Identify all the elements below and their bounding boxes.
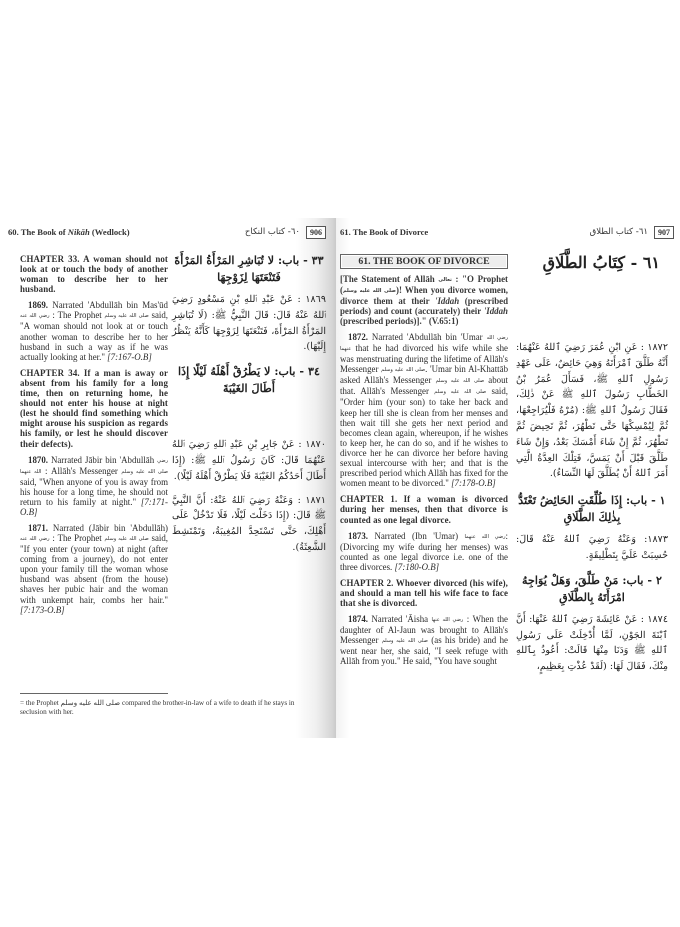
hadith-reference: [7:178-O.B]: [451, 478, 496, 489]
running-head-arabic-group: [590, 226, 674, 239]
hadith-text: said, "When anyone of you is away from his house for a long time, he should not return to his family at night.": [20, 476, 168, 507]
left-page: [0, 218, 336, 738]
honorific: صلى الله عليه وسلم: [435, 378, 485, 385]
hadith-paragraph: [340, 531, 508, 572]
hadith-text: : Allāh's Messenger: [41, 465, 122, 476]
arabic-hadith: ١٨٧٢ : عَنِ ابْنِ عُمَرَ رَضِيَ ٱللهُ عَنْهُمَا: أَنَّهُ طَلَّقَ ٱمْرَأَتَهُ وَهِيَ حَائِضٌ، عَلَى عَهْدِ رَسُولِ ٱللهِ ﷺ، فَسَأَلَ عُمَرُ بْنُ الخَطَّابِ رَسُولَ ٱللهِ ﷺ عَنْ ذٰلِكَ، فَقَالَ رَسُولُ ٱللهِ ﷺ: (مُرْهُ فَلْيُرَاجِعْهَا، ثُمَّ لِيُمْسِكْهَا حَتَّى تَطْهُرَ، ثُمَّ تَحِيضَ ثُمَّ تَطْهُرَ، ثُمَّ إِنْ شَاءَ أَمْسَكَ بَعْدُ، وَإِنْ شَاءَ طَلَّقَ قَبْلَ أَنْ يَمَسَّ، فَتِلْكَ العِدَّةُ الَّتِي أَمَرَ ٱللهُ أَنْ يُطَلَّقَ لَهَا النِّسَاءُ).: [516, 342, 668, 480]
hadith-reference: [7:167-O.B]: [107, 351, 152, 362]
running-head-left: [8, 224, 326, 240]
arabic-hadith: ١٨٧٤ : عَنْ عَائِشَةَ رَضِيَ ٱللهُ عَنْهَا: أَنَّ ٱبْنَةَ الجَوْنِ، لَمَّا أُدْخِلَتْ عَلَى رَسُولِ ٱللهِ ﷺ وَدَنَا مِنْهَا قَالَتْ: أَعُوذُ بِٱللهِ مِنْكَ، فَقَالَ لَهَا: (لَقَدْ عُذْتِ بِعَظِيمٍ،: [516, 613, 668, 673]
honorific: رضي الله عنها: [431, 617, 464, 624]
hadith-text: : The Prophet: [49, 533, 105, 544]
chapter-heading: CHAPTER 33. A woman should not look at or touch the body of another woman to describe her to her husband.: [20, 254, 168, 295]
running-head-arabic: ٦٠- كتاب النكاح: [244, 227, 300, 237]
hadith-text: said, "Order him (your son) to take her back and keep her till she is clean from her menses and then wait till she gets her next period and becomes clean again, whereupon, if he wishes to keep her, he can do so, and if he wishes to divorce her he can divorce her before having sexual intercourse with her; and that is the prescribed period which Allāh has fixed for the women meant to be divorced.": [340, 386, 509, 489]
footnote-divider: [20, 693, 168, 694]
running-head-title: [8, 227, 130, 237]
right-page: [336, 218, 680, 738]
hadith-text: said, "If you enter (your town) at night (after coming from a journey), do not enter upon your family till the woman whose husband was absent (from the house) shaves her pubic hair and the woman with unkempt hair, combs her hair.": [20, 533, 169, 605]
honorific: رضي الله عنهما: [464, 533, 506, 540]
quran-intro: [340, 274, 508, 326]
intro-term: 'Iddah: [435, 296, 460, 307]
running-head-title-italic: Nikāh: [67, 227, 90, 237]
arabic-hadith: ١٨٦٩ : عَنْ عَبْدِ ٱللهِ بْنِ مَسْعُودٍ رَضِيَ ٱللهُ عَنْهُ قَالَ: قَالَ النَّبِيُّ ﷺ: (لَا تُبَاشِرِ المَرْأَةُ المَرْأَةَ، فَتَنْعَتَهَا لِزَوْجِهَا كَأَنَّهُ يَنْظُرُ إِلَيْهَا).: [172, 294, 326, 353]
hadith-text: said, "A woman should not look at or touch another woman to describe her to her husband in such a way as if he was actually looking at her.": [20, 310, 169, 362]
arabic-column: [172, 252, 326, 564]
honorific: رضي الله عنهما: [340, 335, 508, 353]
arabic-hadith: ١٨٧٠ : عَنْ جَابِرِ بْنِ عَبْدِ ٱللهِ رَضِيَ ٱللهُ عَنْهُمَا قَالَ: كَانَ رَسُولُ ٱللهِ ﷺ: (إِذَا أَطَالَ أَحَدُكُمُ الغَيْبَةَ فَلَا يَطْرُقْ أَهْلَهُ لَيْلًا).: [172, 439, 326, 482]
honorific: رضي الله عنهما: [20, 457, 168, 475]
hadith-number: 1874.: [348, 614, 368, 625]
running-head-title-suffix: (Wedlock): [89, 227, 130, 237]
english-column: [20, 254, 168, 621]
arabic-chapter-heading: ٢ - باب: مَنْ طَلَّقَ، وَهَلْ يُوَاجِهُ امْرَأَتَهُ بِالطَّلَاقِ: [522, 572, 662, 604]
arabic-hadith: ١٨٧١ : وَعَنْهُ رَضِيَ ٱللهُ عَنْهُ: أَنَّ النَّبِيَّ ﷺ قَالَ: (إِذَا دَخَلْتَ لَيْلًا، فَلَا تَدْخُلْ عَلَى أَهْلِكَ، حَتَّى تَسْتَحِدَّ المُغِيبَةُ، وَتَمْتَشِطَ الشَّعِثَةُ).: [172, 494, 326, 553]
arabic-book-title: ٦١ - كِتَابُ الطَّلَاقِ: [542, 253, 660, 272]
arabic-chapter-heading: ٣٣ - باب: لا تُبَاشِرِ المَرْأَةُ المَرْأَةَ فَتَنْعَتَهَا لِزَوْجِهَا: [174, 253, 324, 284]
english-column: [340, 254, 508, 672]
honorific: رضي الله عنه: [20, 535, 50, 542]
hadith-text: Narrated 'Āisha: [367, 614, 432, 625]
running-head-right: [340, 224, 674, 240]
hadith-text: about that. Allāh's Messenger: [340, 375, 509, 397]
intro-text: [The Statement of Allāh: [340, 274, 439, 285]
hadith-text: Narrated (Jābir bin 'Abdullāh): [47, 522, 168, 533]
arabic-hadith: ١٨٧٣: وَعَنْهُ رَضِيَ ٱللهُ عَنْهُ قَالَ: حُسِبَتْ عَلَيَّ بِتَطْلِيقَةٍ.: [516, 534, 668, 561]
hadith-number: 1872.: [348, 332, 368, 343]
hadith-reference: [7:171-O.B]: [20, 496, 168, 517]
intro-text: (prescribed periods)]." (V.65:1): [340, 316, 459, 327]
hadith-reference: [7:180-O.B]: [394, 561, 440, 572]
footnote: = the Prophet صلى الله عليه وسلم compared the brother-in-law of a wife to death if he stays in seclusion with her.: [20, 699, 295, 716]
hadith-text: : (Divorcing my wife during her menses) was counted as one legal divorce i.e. one of the three divorces.: [340, 530, 508, 572]
chapter-heading: CHAPTER 2. Whoever divorced (his wife), and should a man tell his wife face to face that she is divorced.: [340, 577, 508, 609]
honorific: صلى الله عليه وسلم: [434, 389, 487, 396]
hadith-paragraph: [20, 523, 168, 615]
page-number: 907: [654, 226, 674, 239]
hadith-text: . 'Umar bin Al-Khattāb asked Allāh's Messenger: [340, 364, 509, 386]
chapter-heading: CHAPTER 34. If a man is away or absent from his family for a long time, then on returning home, he should not enter his house at night (lest he should find something which might arouse his suspicion as regards his family, or lest he should discover their defects).: [20, 367, 168, 449]
hadith-text: Narrated (Ibn 'Umar): [367, 530, 465, 541]
honorific: رضي الله عنه: [20, 313, 50, 320]
hadith-reference: [7:173-O.B]: [20, 604, 65, 615]
honorific: صلى الله عليه وسلم: [342, 288, 397, 294]
hadith-text: that he had divorced his wife while she was menstruating during the lifetime of Allāh's Messenger: [340, 343, 508, 375]
hadith-number: 1869.: [28, 300, 48, 311]
hadith-paragraph: [20, 455, 168, 517]
intro-text: )! When you divorce women, divorce them at their: [340, 285, 509, 307]
hadith-paragraph: [340, 332, 508, 488]
running-head-arabic-group: [245, 226, 326, 239]
running-head-title-prefix: 60. The Book of: [8, 227, 68, 237]
running-head-arabic: ٦١- كتاب الطلاق: [589, 227, 648, 237]
honorific: تعالى: [438, 277, 452, 283]
hadith-paragraph: [20, 300, 168, 361]
honorific: صلى الله عليه وسلم: [381, 638, 428, 645]
chapter-heading: CHAPTER 1. If a woman is divorced during her menses, then that divorce is counted as one legal divorce.: [340, 494, 508, 525]
hadith-text: Narrated Jābir bin 'Abdullāh: [47, 454, 158, 465]
hadith-text: (as his bride) and he went near her, she said, "I seek refuge with Allāh from you." He said, "You have sought: [340, 635, 508, 667]
book-title-box: 61. THE BOOK OF DIVORCE: [340, 254, 508, 269]
honorific: صلى الله عليه وسلم: [381, 367, 426, 374]
hadith-text: Narrated 'Abdullāh bin 'Umar: [367, 332, 487, 343]
hadith-number: 1870.: [28, 454, 48, 465]
hadith-text: Narrated 'Abdullāh bin Mas'ūd: [47, 300, 168, 311]
hadith-number: 1873.: [348, 530, 368, 541]
hadith-text: : The Prophet: [49, 310, 105, 321]
hadith-paragraph: [340, 614, 508, 666]
hadith-number: 1871.: [28, 522, 48, 533]
running-head-title: 61. The Book of Divorce: [340, 227, 429, 237]
intro-text: (prescribed periods) and count (accurately) their: [340, 296, 509, 317]
intro-text: : "O Prophet (: [340, 274, 508, 296]
hadith-text: : When the daughter of Al-Jaun was brought to Allāh's Messenger: [340, 614, 508, 646]
intro-term: 'Iddah: [483, 306, 508, 317]
honorific: صلى الله عليه وسلم: [121, 468, 168, 475]
arabic-chapter-heading: ٣٤ - باب: لا يَطْرُقْ أَهْلَهُ لَيْلًا إِذَا أَطَالَ الغَيْبَةَ: [177, 364, 320, 396]
page-number: 906: [306, 226, 326, 239]
arabic-chapter-heading: ١ - باب: إِذَا طُلِّقَتِ الحَائِضُ تَعْتَدُّ بِذٰلِكَ الطَّلَاقِ: [518, 493, 666, 525]
honorific: صلى الله عليه وسلم: [104, 535, 149, 542]
honorific: صلى الله عليه وسلم: [104, 313, 149, 320]
arabic-column: [516, 252, 668, 683]
